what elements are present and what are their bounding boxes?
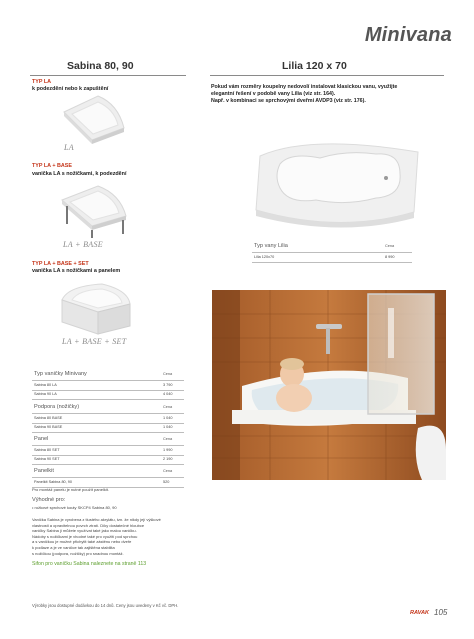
section-la-label: TYP LA	[32, 79, 52, 85]
advantages-title: Výhodné pro:	[32, 497, 66, 503]
table-header: Panelkit Cena	[32, 465, 184, 478]
section-la-desc: k podezdění nebo k zapuštění	[32, 86, 109, 92]
sabina-title: Sabina 80, 90	[67, 60, 134, 72]
table-row: Sabina 80 SET 1 990	[32, 446, 184, 456]
divider	[210, 75, 444, 76]
bathtub-base-image	[56, 182, 134, 238]
table-header: Typ vany Lilia Cena	[252, 240, 412, 253]
caption-la: LA	[64, 143, 74, 152]
bathroom-photo	[212, 290, 446, 480]
lilia-intro: Pokud vám rozměry koupelny nedovolí instalovat klasickou vanu, využijte elegantní řešení v podobě vany Lilia (viz str. 164). Např. v kombinaci se sprchovými dveřmi AVDP3 (viz str. 176).	[211, 84, 398, 104]
siphon-link-text: Sifon pro vaničku Sabina naleznete na straně 113	[32, 561, 147, 567]
table-row: Panelkit Sabina 80, 90 520	[32, 478, 184, 488]
caption-set: LA + BASE + SET	[62, 337, 127, 346]
section-base-desc: vanička LA s nožičkami, k podezdění	[32, 171, 127, 177]
table-header: Typ vaničky Minivany Cena	[32, 368, 184, 381]
table-header: Podpora (nožičky) Cena	[32, 401, 184, 414]
bathtub-la-image	[58, 92, 130, 144]
page-number: 105	[434, 608, 448, 617]
section-set-desc: vanička LA s nožičkami a panelem	[32, 268, 121, 274]
table-header: Panel Cena	[32, 433, 184, 446]
footer-note: Výrobky jsou dostupné dodávkou do 14 dnů. Ceny jsou uvedeny v Kč vč. DPH.	[32, 603, 179, 608]
sabina-price-table	[32, 368, 184, 486]
lilia-bathtub-image	[250, 130, 424, 234]
panelkit-note: Pro montáž panelu je nutné použít panelkit.	[32, 487, 109, 492]
table-row: Sabina 80 LA 3 790	[32, 381, 184, 391]
caption-base: LA + BASE	[63, 240, 103, 249]
bathtub-set-image	[58, 282, 134, 336]
advantages-item: • rožkové sprchové kouty SKCP4 Sabina 80, 90	[32, 505, 117, 510]
brand-title: Minivana	[364, 24, 452, 46]
section-base-label: TYP LA + BASE	[32, 163, 72, 169]
table-row: Sabina 90 LA 4 040	[32, 390, 184, 400]
table-row: Sabina 90 SET 2 190	[32, 455, 184, 465]
divider	[30, 75, 186, 76]
section-set-label: TYP LA + BASE + SET	[32, 261, 89, 267]
table-row: Lilia 120x70 8 990	[252, 253, 412, 263]
lilia-title: Lilia 120 x 70	[282, 60, 347, 72]
table-row: Sabina 80 BASE 1 040	[32, 414, 184, 424]
table-row: Sabina 90 BASE 1 040	[32, 423, 184, 433]
advantages-paragraph: Vanička Sabina je vyrobena z tlustého akrylátu, tzn. že nikdy její výškové vlastnosti a opravitelnou povrch ztratí. Díky dostatečné hloubce vaničky Sabina ji můžete využívat také jako malou vaničku. Nádoby s nožičkami je vhodné také pro využití pod sprchou a s vaničkou je možné přichytit také zástěnu nebo dveře k podlaze a je ve vaničce tak zajištěna stabilita s nožičkou (podpora, nožičky) pro snadnou montáž.	[32, 517, 161, 556]
lilia-price-table	[252, 240, 412, 264]
ravak-logo: RAVAK	[410, 610, 430, 616]
